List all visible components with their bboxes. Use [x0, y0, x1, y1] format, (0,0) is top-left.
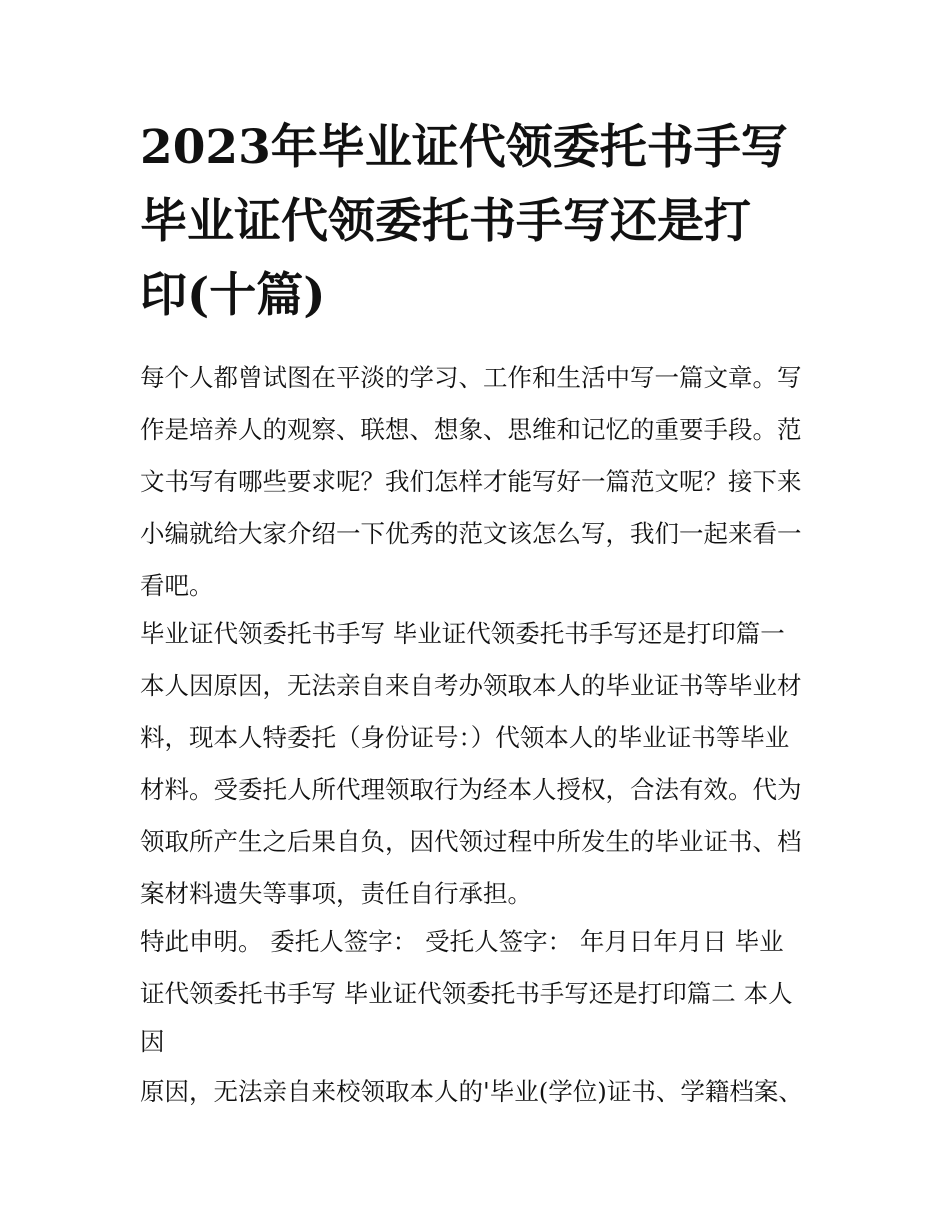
body-line-11: 案材料遗失等事项，责任自行承担。 [140, 879, 532, 908]
document-title-line-3: 印(十篇) [140, 268, 326, 323]
document-title-line-2: 毕业证代领委托书手写还是打 [140, 194, 751, 249]
body-line-7: 本人因原因，无法亲自来自考办领取本人的毕业证书等毕业材 [140, 671, 802, 700]
body-line-5: 看吧。 [140, 571, 214, 600]
body-line-14: 因 [140, 1027, 165, 1056]
body-line-8: 料，现本人特委托（身份证号：）代领本人的毕业证书等毕业 [140, 723, 790, 752]
body-line-9: 材料。受委托人所代理领取行为经本人授权，合法有效。代为 [140, 775, 802, 804]
body-line-13: 证代领委托书手写 毕业证代领委托书手写还是打印篇二 本人 [140, 979, 793, 1008]
body-line-15: 原因，无法亲自来校领取本人的'毕业(学位)证书、学籍档案、 [140, 1077, 803, 1106]
body-line-1: 每个人都曾试图在平淡的学习、工作和生活中写一篇文章。写 [140, 363, 802, 392]
document-title-line-1: 2023年毕业证代领委托书手写 [140, 120, 788, 175]
body-line-12: 特此申明。 委托人签字： 受托人签字： 年月日年月日 毕业 [140, 927, 784, 956]
body-line-3: 文书写有哪些要求呢？我们怎样才能写好一篇范文呢？接下来 [140, 467, 802, 496]
body-line-4: 小编就给大家介绍一下优秀的范文该怎么写，我们一起来看一 [140, 519, 802, 548]
body-line-2: 作是培养人的观察、联想、想象、思维和记忆的重要手段。范 [140, 415, 802, 444]
body-line-6: 毕业证代领委托书手写 毕业证代领委托书手写还是打印篇一 [140, 619, 785, 648]
body-line-10: 领取所产生之后果自负，因代领过程中所发生的毕业证书、档 [140, 827, 802, 856]
